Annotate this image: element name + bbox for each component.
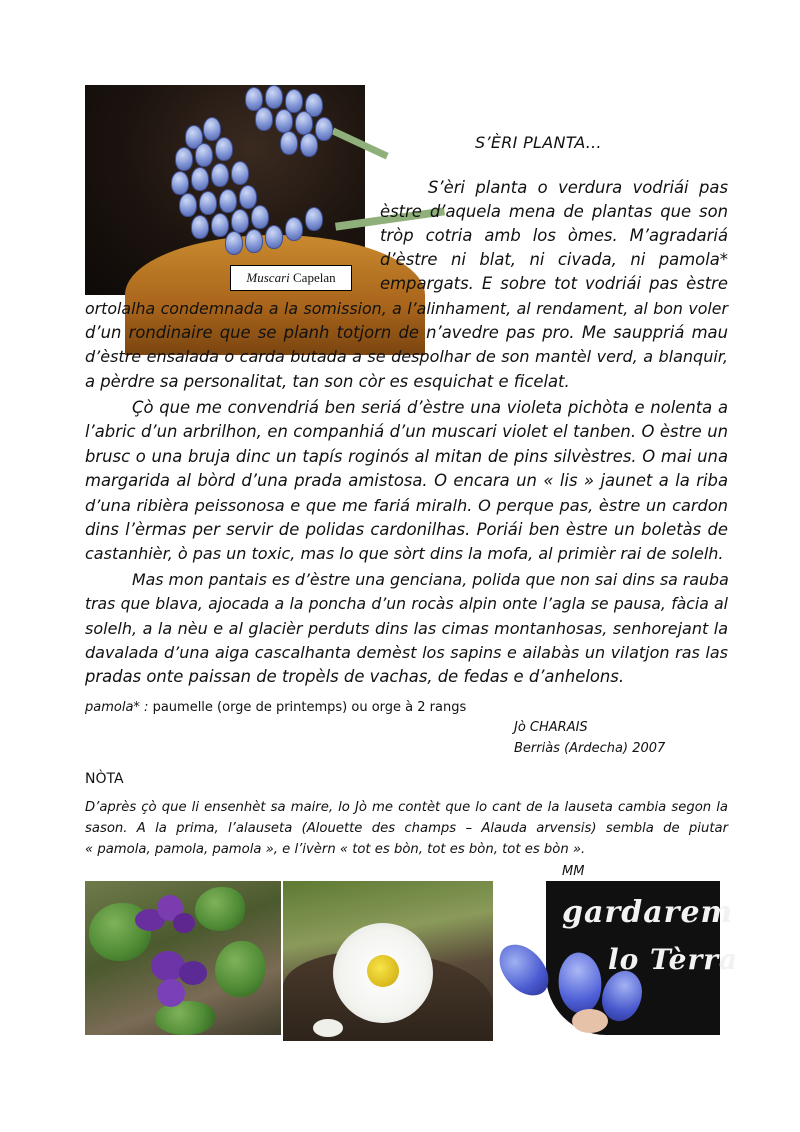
nota-line: « pamola, pamola, pamola », e l’ivèrn « tot es bòn, tot es bòn, tot es bòn ». (85, 842, 586, 857)
text-line: pradas onte paissan de tropèls de vachas, de fedas e d’anhelons. (85, 667, 625, 686)
leaf (195, 887, 245, 931)
flower-bud (175, 147, 193, 171)
text-line: solelh, a la nèu e al glacièr perduts dins las cimas montanhosas, senhorejant la (85, 619, 728, 638)
signature-place-date: Berriàs (Ardecha) 2007 (514, 741, 666, 756)
flower-bud (295, 111, 313, 135)
signature-author: Jò CHARAIS (514, 720, 588, 735)
flower-bud (251, 205, 269, 229)
nota-line: D’après çò que li ensenhèt sa maire, lo Jò me contèt que lo cant de la lauseta cambia segon la (85, 800, 728, 815)
violet-petal (173, 913, 195, 933)
flower-bud (285, 217, 303, 241)
flower-bud (245, 229, 263, 253)
caption-name: Capelan (289, 270, 336, 285)
flower-bud (280, 131, 298, 155)
text-line: davalada d’una aiga cascalhanta demèst los sapins e ailabàs un vilatjon ras las (85, 643, 728, 662)
flower-bud (215, 137, 233, 161)
flower-bud (199, 191, 217, 215)
flower-bud (231, 209, 249, 233)
flower-bud (231, 161, 249, 185)
text-line: empargats. E sobre tot vodriái pas èstre (380, 274, 728, 293)
text-line: d’un rondinaire que se planh totjorn de n’avedre pas pro. Me sauppriá mau (85, 323, 728, 342)
text-line: ortolalha condemnada a la somission, a l’alinhament, al rendament, al bon voler (85, 299, 728, 318)
text-line: d’una ribièra peissonosa e que me fariá miralh. O perque pas, èstre un cardon (85, 496, 728, 515)
text-line: tròp cotria amb los òmes. M’agradariá (380, 226, 728, 245)
flower-bud (203, 117, 221, 141)
flower-bud (300, 133, 318, 157)
text-line: l’abric d’un arbrilhon, en companhiá d’un muscari violet el tanben. O èstre un (85, 422, 728, 441)
gentian-photo (498, 881, 739, 1035)
text-line: d’èstre ensalada o carda butada a se despolhar de son mantèl verd, a blanquir, (85, 347, 728, 366)
flower-stem-2 (331, 128, 388, 160)
tshirt-text-line2: lo Tèrra (608, 943, 739, 976)
muscari-photo (85, 85, 365, 295)
daisy-small (313, 1019, 343, 1037)
flower-bud (315, 117, 333, 141)
footnote-term: pamola* : (85, 700, 149, 715)
flower-bud (179, 193, 197, 217)
text-line: tras que blava, ajocada a la poncha d’un rocàs alpin onte l’agla se pausa, fàcia al (85, 595, 728, 613)
flower-bud (239, 185, 257, 209)
footnote (85, 698, 466, 718)
caption-genus: Muscari (246, 270, 290, 285)
flower-bud (265, 225, 283, 249)
flower-bud (191, 215, 209, 239)
violets-photo (85, 881, 281, 1035)
violet-petal (179, 961, 207, 985)
daisy-photo (283, 881, 493, 1035)
flower-bud (191, 167, 209, 191)
flower-bud (195, 143, 213, 167)
text-line: S’èri planta o verdura vodriái pas (428, 178, 728, 197)
photo-caption (230, 265, 352, 291)
hand (572, 1009, 608, 1033)
text-line: margarida al bòrd d’una prada amistosa. O encara un « lis » jaunet a la riba (85, 471, 728, 490)
leaf (155, 1001, 215, 1035)
violet-petal (157, 979, 185, 1007)
text-line: castanhièr, ò pas un toxic, mas lo que sòrt dins la mofa, al primièr rai de solelh. (85, 544, 724, 563)
flower-bud (211, 213, 229, 237)
text-line: d’èstre ni blat, ni civada, ni pamola* (380, 250, 728, 269)
flower-bud (219, 189, 237, 213)
flower-bud (225, 231, 243, 255)
page-title: S’ÈRI PLANTA… (475, 133, 602, 152)
leaf (215, 941, 265, 997)
text-line: a pèrdre sa personalitat, tan son còr es esquichat e ficelat. (85, 372, 570, 391)
flower-bud (265, 85, 283, 109)
flower-bud (171, 171, 189, 195)
text-line: èstre d’aquela mena de plantas que son (380, 202, 728, 221)
flower-bud (305, 207, 323, 231)
text-line: brusc o una bruja dinc un tapís roginós al mitan de pins silvèstres. O mai una (85, 447, 728, 466)
text-line: dins l’èrmas per servir de polidas cardonilhas. Poriái ben èstre un boletàs de (85, 520, 728, 539)
flower-bud (255, 107, 273, 131)
flower-bud (211, 163, 229, 187)
nota-heading: NÒTA (85, 771, 124, 787)
text-line: Mas mon pantais es d’èstre una genciana, polida que non sai dins sa rauba (132, 570, 729, 589)
footnote-definition: paumelle (orge de printemps) ou orge à 2 rangs (148, 700, 467, 715)
nota-initials: MM (562, 864, 585, 879)
text-line: Çò que me convendriá ben seriá d’èstre una violeta pichòta e nolenta a (132, 398, 728, 417)
nota-line: sason. A la prima, l’alauseta (Alouette des champs – Alauda arvensis) sembla de piutar (85, 821, 728, 836)
flower-bud (275, 109, 293, 133)
tshirt-text-line1: gardarem (562, 895, 734, 930)
daisy-center (367, 955, 399, 987)
